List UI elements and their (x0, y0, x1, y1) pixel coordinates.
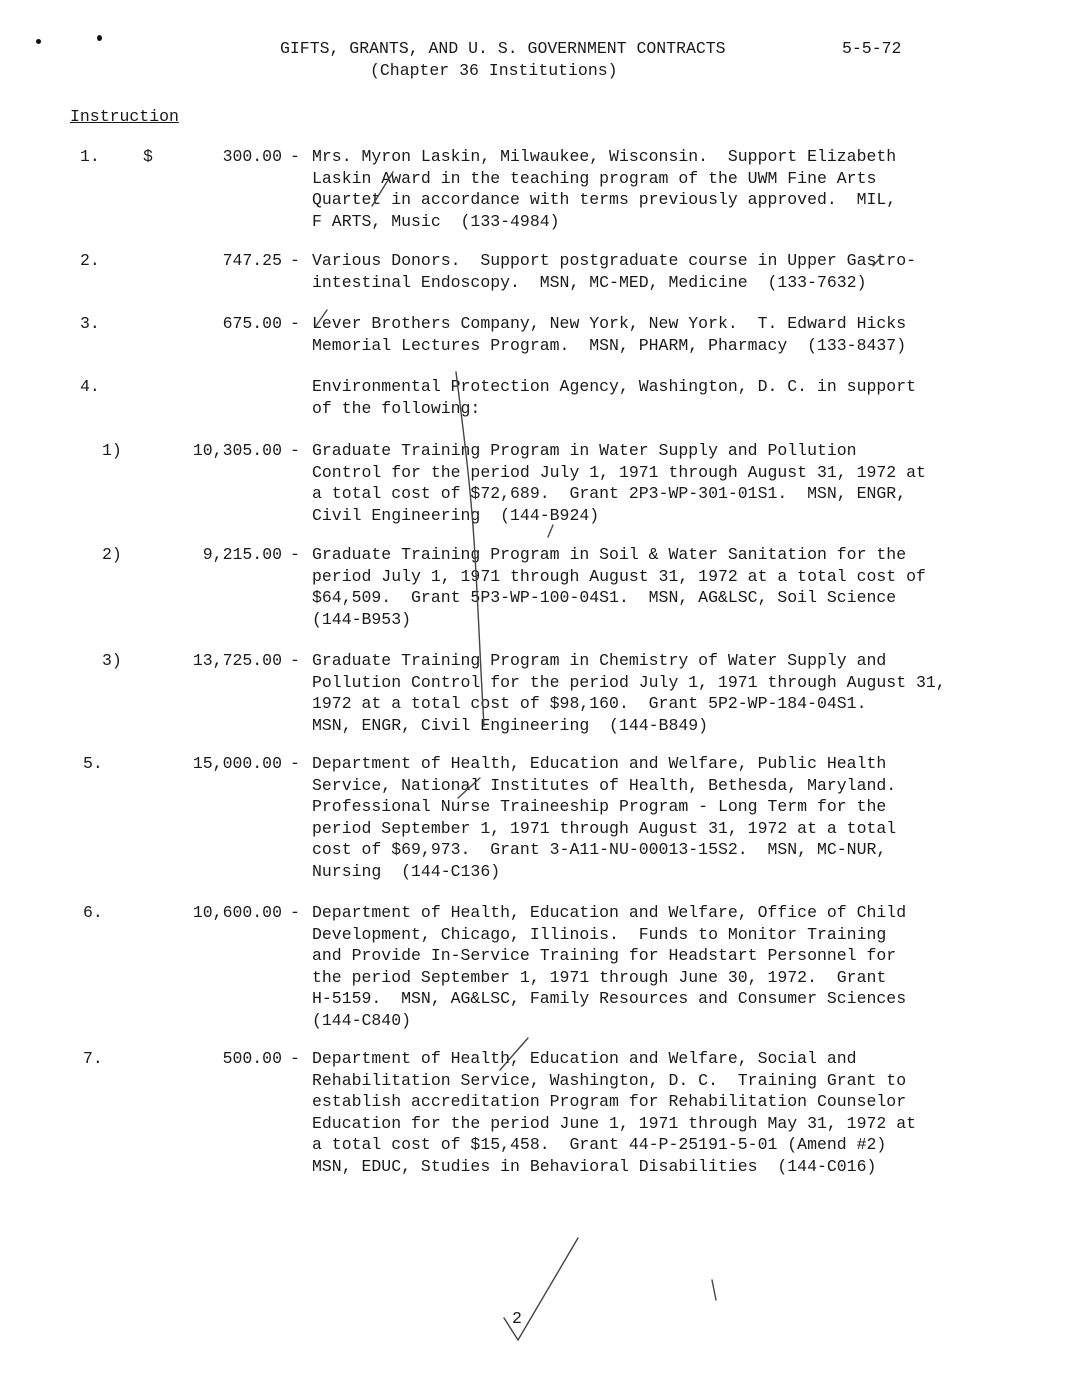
description-line: and Provide In-Service Training for Headstart Personnel for (312, 946, 897, 965)
description-line: Civil Engineering (144-B924) (312, 505, 600, 525)
amount-dash: - (290, 314, 300, 333)
entry-number: 6. (83, 903, 103, 922)
description-line: Laskin Award in the teaching program of the UWM Fine Arts (312, 168, 877, 188)
entry-number: 4. (80, 377, 100, 396)
document-title: GIFTS, GRANTS, AND U. S. GOVERNMENT CONTRACTS (280, 39, 726, 58)
amount-dash: - (290, 754, 300, 773)
description-line: the period September 1, 1971 through June 30, 1972. Grant (312, 967, 887, 987)
amount-dash: - (290, 441, 300, 460)
description-line: Rehabilitation Service, Washington, D. C. Training Grant to (312, 1070, 907, 1090)
description-line: establish accreditation Program for Rehabilitation Counselor (312, 1092, 907, 1111)
entry-number: 5. (83, 754, 103, 773)
page-number: 2 (512, 1309, 522, 1328)
description-line: Nursing (144-C136) (312, 861, 501, 881)
amount-dash: - (290, 903, 300, 922)
description-line: Development, Chicago, Illinois. Funds to Monitor Training (312, 924, 887, 944)
amount-dash: - (290, 251, 300, 270)
description-line: F ARTS, Music (133-4984) (312, 211, 560, 231)
description-line: MSN, ENGR, Civil Engineering (144-B849) (312, 715, 709, 735)
description-line: (144-B953) (312, 609, 412, 629)
amount-dash: - (290, 651, 300, 670)
entry-amount: 747.25 (222, 251, 282, 270)
amount-dash: - (290, 1049, 300, 1068)
description-line: period July 1, 1971 through August 31, 1972 at a total cost of (312, 566, 926, 586)
description-line: Lever Brothers Company, New York, New York. T. Edward Hicks (312, 314, 907, 333)
entry-amount: 13,725.00 (192, 651, 282, 670)
entry-number: 1. (80, 147, 100, 166)
description-line: a total cost of $72,689. Grant 2P3-WP-301-01S1. MSN, ENGR, (312, 484, 907, 503)
description-line: Various Donors. Support postgraduate course in Upper Gastro- (312, 251, 916, 270)
description-line: Department of Health, Education and Welfare, Office of Child (312, 903, 907, 922)
description-line: intestinal Endoscopy. MSN, MC-MED, Medicine (133-7632) (312, 272, 867, 292)
description-line: period September 1, 1971 through August 31, 1972 at a total (312, 818, 897, 838)
description-line: Graduate Training Program in Water Supply and Pollution (312, 441, 857, 460)
entry-number: 1) (102, 441, 122, 460)
description-line: Department of Health, Education and Welfare, Social and (312, 1049, 857, 1068)
description-line: $64,509. Grant 5P3-WP-100-04S1. MSN, AG&LSC, Soil Science (312, 588, 897, 607)
description-line: Graduate Training Program in Chemistry of Water Supply and (312, 651, 887, 670)
description-line: 1972 at a total cost of $98,160. Grant 5P2-WP-184-04S1. (312, 694, 867, 713)
description-line: Mrs. Myron Laskin, Milwaukee, Wisconsin. Support Elizabeth (312, 147, 897, 166)
entry-number: 3) (102, 651, 122, 670)
entry-number: 7. (83, 1049, 103, 1068)
description-line: Quartet in accordance with terms previously approved. MIL, (312, 190, 897, 209)
entry-amount: 9,215.00 (202, 545, 282, 564)
description-line: Education for the period June 1, 1971 through May 31, 1972 at (312, 1113, 916, 1133)
description-line: Environmental Protection Agency, Washington, D. C. in support (312, 377, 916, 396)
amount-dash: - (290, 147, 300, 166)
entry-amount: 10,600.00 (192, 903, 282, 922)
description-line: of the following: (312, 398, 481, 418)
entry-number: 2. (80, 251, 100, 270)
description-line: (144-C840) (312, 1010, 412, 1030)
description-line: MSN, EDUC, Studies in Behavioral Disabilities (144-C016) (312, 1156, 877, 1176)
document-date: 5-5-72 (842, 39, 902, 58)
entry-amount: 15,000.00 (192, 754, 282, 773)
description-line: Professional Nurse Traineeship Program - Long Term for the (312, 797, 887, 816)
entry-amount: 300.00 (222, 147, 282, 166)
description-line: a total cost of $15,458. Grant 44-P-25191-5-01 (Amend #2) (312, 1135, 887, 1154)
amount-dash: - (290, 545, 300, 564)
entry-number: 3. (80, 314, 100, 333)
description-line: Control for the period July 1, 1971 through August 31, 1972 at (312, 462, 926, 482)
description-line: Pollution Control for the period July 1, 1971 through August 31, (312, 672, 946, 692)
description-line: H-5159. MSN, AG&LSC, Family Resources and Consumer Sciences (312, 989, 907, 1008)
entry-amount: 500.00 (222, 1049, 282, 1068)
description-line: Graduate Training Program in Soil & Water Sanitation for the (312, 545, 907, 564)
section-heading: Instruction (70, 107, 179, 126)
entry-amount: 675.00 (222, 314, 282, 333)
currency-symbol: $ (143, 147, 153, 166)
description-line: Service, National Institutes of Health, Bethesda, Maryland. (312, 775, 897, 795)
document-subtitle: (Chapter 36 Institutions) (370, 61, 618, 80)
description-line: Memorial Lectures Program. MSN, PHARM, Pharmacy (133-8437) (312, 335, 907, 355)
entry-amount: 10,305.00 (192, 441, 282, 460)
description-line: Department of Health, Education and Welfare, Public Health (312, 754, 887, 773)
entry-number: 2) (102, 545, 122, 564)
description-line: cost of $69,973. Grant 3-A11-NU-00013-15S2. MSN, MC-NUR, (312, 840, 887, 859)
